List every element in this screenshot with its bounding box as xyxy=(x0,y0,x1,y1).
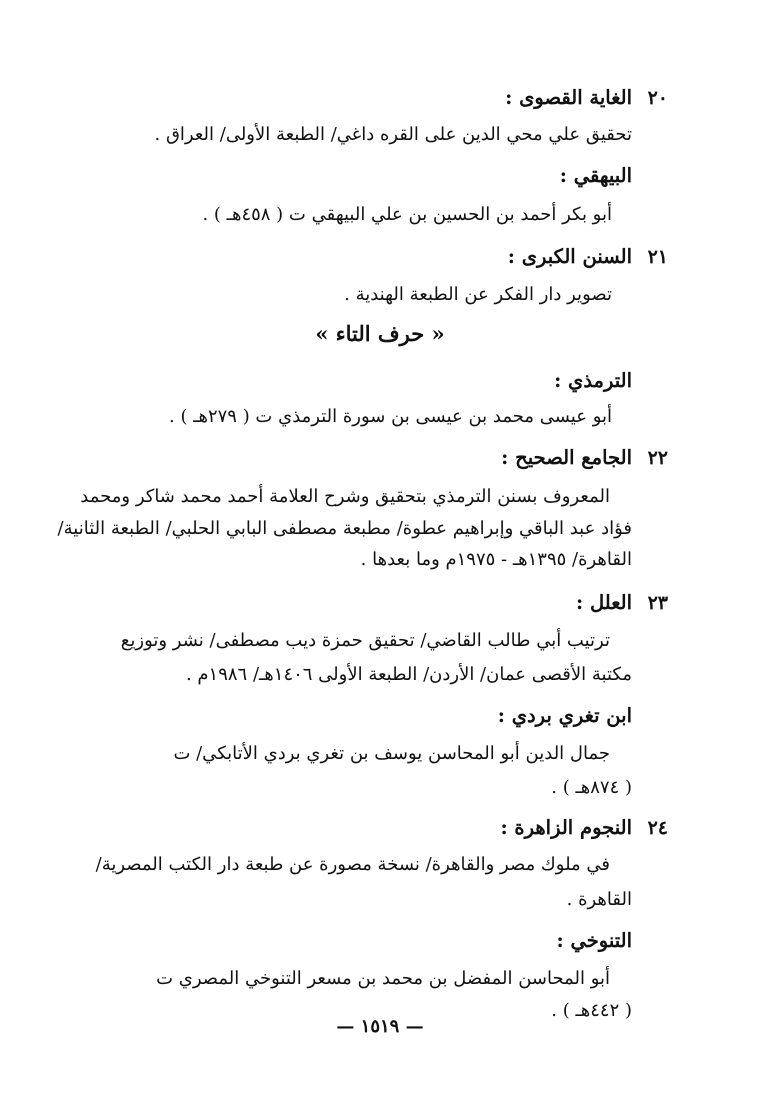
entry-line: مكتبة الأقصى عمان/ الأردن/ الطبعة الأولى ١٤٠٦هـ/ ١٩٨٦م . xyxy=(185,664,632,685)
entry-title: النجوم الزاهرة : xyxy=(500,816,632,839)
entry-line: أبو عيسى محمد بن عيسى بن سورة الترمذي ت ( ٢٧٩هـ ) . xyxy=(169,406,612,427)
entry-title: العلل : xyxy=(576,591,632,614)
entry-line: ترتيب أبي طالب القاضي/ تحقيق حمزة ديب مصطفى/ نشر وتوزيع xyxy=(120,630,610,651)
entry-number: ٢٢ xyxy=(647,447,668,469)
author-heading: الترمذي : xyxy=(554,369,632,392)
entry-line: ( ٤٤٢هـ ) . xyxy=(551,1000,632,1021)
author-heading: التنوخي : xyxy=(556,929,632,952)
entry-line: أبو المحاسن المفضل بن محمد بن مسعر التنوخي المصري ت xyxy=(156,968,610,989)
entry-line: أبو بكر أحمد بن الحسين بن علي البيهقي ت ( ٤٥٨هـ ) . xyxy=(202,204,612,225)
entry-title: الغاية القصوى : xyxy=(505,86,632,109)
entry-line: القاهرة/ ١٣٩٥هـ - ١٩٧٥م وما بعدها . xyxy=(360,549,632,570)
entry-line: تصوير دار الفكر عن الطبعة الهندية . xyxy=(344,284,612,305)
page-number: — ١٥١٩ — xyxy=(336,1016,424,1037)
author-heading: البيهقي : xyxy=(559,164,632,187)
entry-line: المعروف بسنن الترمذي بتحقيق وشرح العلامة أحمد محمد شاكر ومحمد xyxy=(80,486,610,507)
author-heading: ابن تغري بردي : xyxy=(497,704,632,727)
entry-line: ( ٨٧٤هـ ) . xyxy=(551,777,632,798)
entry-line: القاهرة . xyxy=(566,889,632,910)
section-heading: « حرف التاء » xyxy=(315,321,445,346)
entry-line: جمال الدين أبو المحاسن يوسف بن تغري بردي الأتابكي/ ت xyxy=(173,743,610,764)
entry-number: ٢١ xyxy=(647,246,668,268)
entry-number: ٢٠ xyxy=(647,87,668,109)
entry-line: تحقيق علي محي الدين على القره داغي/ الطبعة الأولى/ العراق . xyxy=(154,124,632,145)
entry-line: فؤاد عبد الباقي وإبراهيم عطوة/ مطبعة مصطفى البابي الحلبي/ الطبعة الثانية/ xyxy=(57,518,632,539)
entry-title: السنن الكبرى : xyxy=(507,245,632,268)
entry-number: ٢٤ xyxy=(647,817,668,839)
entry-line: في ملوك مصر والقاهرة/ نسخة مصورة عن طبعة دار الكتب المصرية/ xyxy=(95,854,610,875)
entry-number: ٢٣ xyxy=(647,592,668,614)
entry-title: الجامع الصحيح : xyxy=(501,446,632,469)
